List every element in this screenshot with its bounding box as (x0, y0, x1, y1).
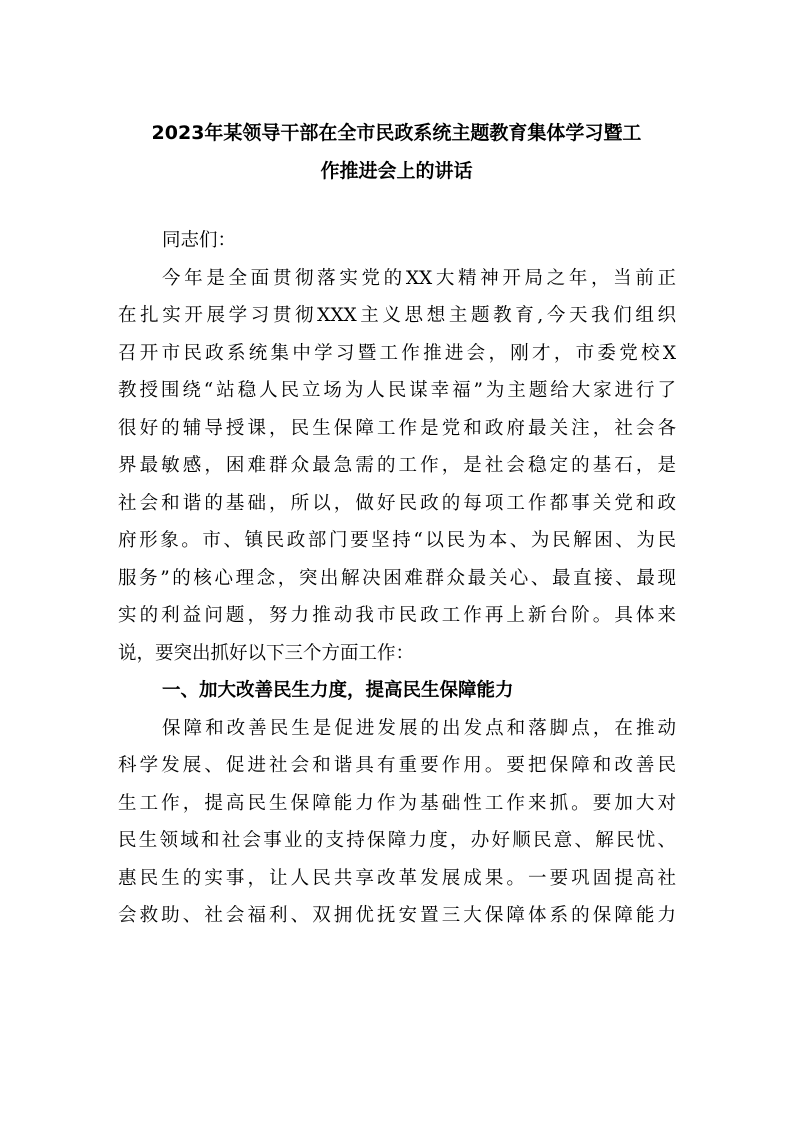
paragraph-2 (118, 710, 676, 935)
document-body (118, 222, 676, 935)
paragraph-line: 实的利益问题，努力推动我市民政工作再上新台阶。具体来 (118, 605, 676, 626)
paragraph-line: 今年是全面贯彻落实党的XX大精神开局之年，当前正 (162, 267, 676, 289)
paragraph-line: 科学发展、促进社会和谐具有重要作用。要把保障和改善民 (118, 755, 676, 776)
paragraph-line: 民生领域和社会事业的支持保障力度，办好顺民意、解民忧、 (118, 830, 676, 851)
section-heading-1: 一、加大改善民生力度，提高民生保障能力 (162, 680, 514, 701)
paragraph-line: 很好的辅导授课，民生保障工作是党和政府最关注，社会各 (118, 417, 676, 439)
paragraph-line: 社会和谐的基础，所以，做好民政的每项工作都事关党和政 (118, 492, 676, 514)
paragraph-line: 惠民生的实事，让人民共享改革发展成果。一要巩固提高社 (118, 867, 676, 889)
paragraph-line: 说，要突出抓好以下三个方面工作： (118, 642, 415, 664)
document-title-line-2: 作推进会上的讲话 (320, 160, 473, 182)
paragraph-line: 教授围绕“站稳人民立场为人民谋幸福”为主题给大家进行了 (118, 380, 676, 401)
paragraph-line: 召开市民政系统集中学习暨工作推进会，刚才，市委党校X (118, 342, 676, 364)
paragraph-1 (118, 260, 676, 673)
paragraph-line: 界最敏感，困难群众最急需的工作，是社会稳定的基石，是 (118, 455, 676, 476)
paragraph-line: 会救助、社会福利、双拥优抚安置三大保障体系的保障能力 (118, 905, 676, 926)
paragraph-line: 生工作，提高民生保障能力作为基础性工作来抓。要加大对 (118, 792, 676, 814)
paragraph-line: 府形象。市、镇民政部门要坚持“以民为本、为民解困、为民 (118, 530, 676, 551)
document-title-line-1: 2023年某领导干部在全市民政系统主题教育集体学习暨工 (151, 122, 642, 144)
paragraph-line: 保障和改善民生是促进发展的出发点和落脚点，在推动 (162, 717, 676, 739)
paragraph-line: 服务”的核心理念，突出解决困难群众最关心、最直接、最现 (118, 567, 676, 589)
salutation: 同志们： (162, 230, 237, 251)
paragraph-line: 在扎实开展学习贯彻XXX主义思想主题教育,今天我们组织 (118, 305, 676, 326)
